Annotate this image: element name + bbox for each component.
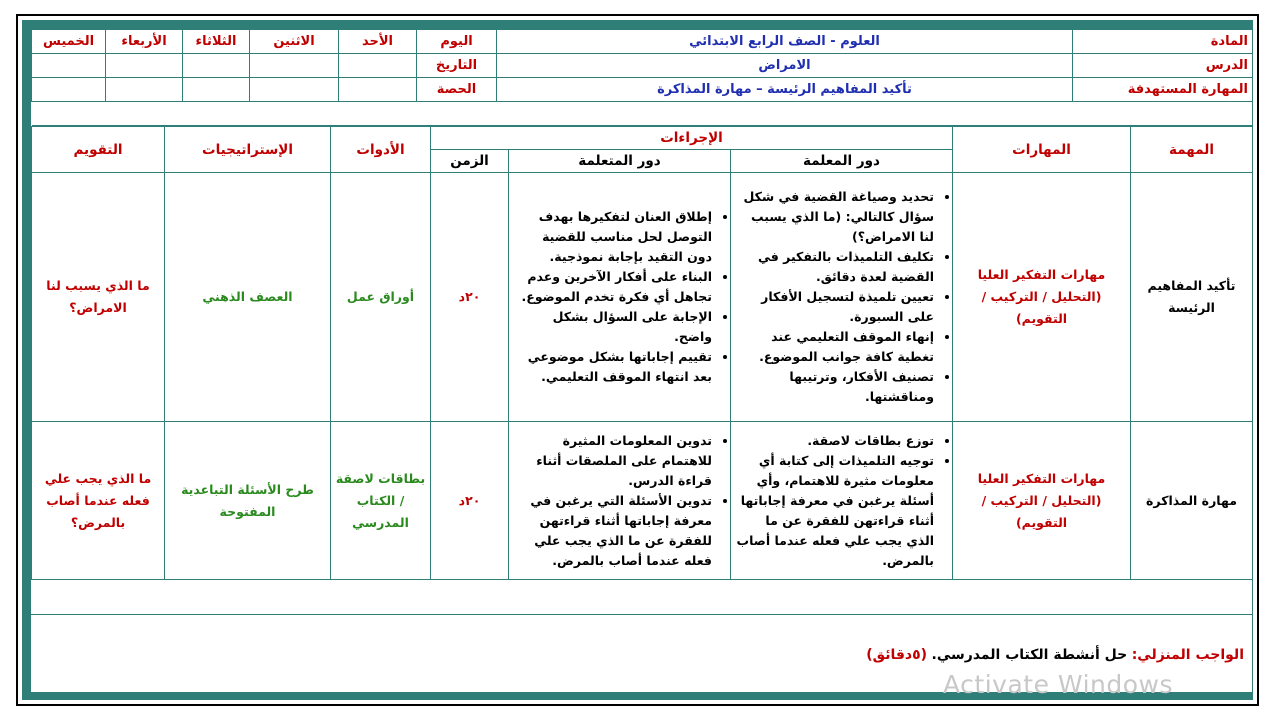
student-role-cell bbox=[509, 422, 731, 580]
period-cell bbox=[250, 78, 339, 102]
evaluation-cell: ما الذي يجب علي فعله عندما أصاب بالمرض؟ bbox=[32, 422, 165, 580]
lesson-plan-sheet bbox=[31, 29, 1252, 692]
lesson-value: الامراض bbox=[497, 54, 1073, 78]
day-wednesday: الأربعاء bbox=[106, 30, 183, 54]
list-item: • تدوين المعلومات المثيرة للاهتمام على الملصقات أثناء قراءة الدرس. bbox=[513, 431, 712, 491]
col-time: الزمن bbox=[431, 150, 509, 173]
list-item: • توجيه التلميذات إلى كتابة أي معلومات مثيرة للاهتمام، وأي أسئلة يرغبن في معرفة إجاباتها أثناء قراءتهن للفقرة عن ما الذي يجب علي فعله عندما أصاب بالمرض. bbox=[735, 451, 934, 571]
homework-value: حل أنشطة الكتاب المدرسي. bbox=[931, 647, 1128, 663]
subject-label: المادة bbox=[1073, 30, 1253, 54]
teacher-role-cell bbox=[731, 422, 953, 580]
time-cell: ٢٠د bbox=[431, 173, 509, 422]
list-item: • الإجابة على السؤال بشكل واضح. bbox=[513, 307, 712, 347]
skills-cell: مهارات التفكير العليا (التحليل / التركيب / التقويم) bbox=[953, 422, 1131, 580]
evaluation-cell: ما الذي يسبب لنا الامراض؟ bbox=[32, 173, 165, 422]
date-cell bbox=[106, 54, 183, 78]
list-item: • تقييم إجاباتها بشكل موضوعي بعد انتهاء الموقف التعليمي. bbox=[513, 347, 712, 387]
strategy-cell: طرح الأسئلة التباعدية المفتوحة bbox=[165, 422, 331, 580]
teacher-role-cell bbox=[731, 173, 953, 422]
col-procedures: الإجراءات bbox=[431, 127, 953, 150]
col-task: المهمة bbox=[1131, 127, 1253, 173]
period-cell bbox=[339, 78, 417, 102]
date-cell bbox=[339, 54, 417, 78]
lesson-label: الدرس bbox=[1073, 54, 1253, 78]
tools-cell: أوراق عمل bbox=[331, 173, 431, 422]
student-role-cell bbox=[509, 173, 731, 422]
homework-label: الواجب المنزلي: bbox=[1131, 647, 1244, 663]
header-table bbox=[31, 29, 1253, 126]
date-label: التاريخ bbox=[417, 54, 497, 78]
homework-line bbox=[866, 647, 1244, 663]
list-item: • إنهاء الموقف التعليمي عند تغطية كافة جوانب الموضوع. bbox=[735, 327, 934, 367]
skills-cell: مهارات التفكير العليا (التحليل / التركيب / التقويم) bbox=[953, 173, 1131, 422]
col-student-role: دور المتعلمة bbox=[509, 150, 731, 173]
time-cell: ٢٠د bbox=[431, 422, 509, 580]
period-cell bbox=[183, 78, 250, 102]
col-skills: المهارات bbox=[953, 127, 1131, 173]
activate-windows-watermark: Activate Windows bbox=[943, 670, 1173, 699]
col-teacher-role: دور المعلمة bbox=[731, 150, 953, 173]
day-label: اليوم bbox=[417, 30, 497, 54]
list-item: • تصنيف الأفكار، وترتيبها ومناقشتها. bbox=[735, 367, 934, 407]
period-cell bbox=[106, 78, 183, 102]
skill-value: تأكيد المفاهيم الرئيسة – مهارة المذاكرة bbox=[497, 78, 1073, 102]
homework-time: (٥دقائق) bbox=[866, 647, 928, 663]
spacer-row bbox=[32, 102, 1253, 126]
task-cell: تأكيد المفاهيم الرئيسة bbox=[1131, 173, 1253, 422]
table-row bbox=[32, 173, 1253, 422]
list-item: • إطلاق العنان لتفكيرها بهدف التوصل لحل مناسب للقضية دون التقيد بإجابة نموذجية. bbox=[513, 207, 712, 267]
subject-value: العلوم - الصف الرابع الابتدائي bbox=[497, 30, 1073, 54]
tools-cell: بطاقات لاصقة / الكتاب المدرسي bbox=[331, 422, 431, 580]
skill-label: المهارة المستهدفة bbox=[1073, 78, 1253, 102]
day-thursday: الخميس bbox=[32, 30, 106, 54]
list-item: • تدوين الأسئلة التي يرغبن في معرفة إجاباتها أثناء قراءتهن للفقرة عن ما الذي يجب علي فعله عندما أصاب بالمرض. bbox=[513, 491, 712, 571]
list-item: • تحديد وصياغة القضية في شكل سؤال كالتالي: (ما الذي يسبب لنا الامراض؟) bbox=[735, 187, 934, 247]
col-evaluation: التقويم bbox=[32, 127, 165, 173]
list-item: • تكليف التلميذات بالتفكير في القضية لعدة دقائق. bbox=[735, 247, 934, 287]
period-cell bbox=[32, 78, 106, 102]
strategy-cell: العصف الذهني bbox=[165, 173, 331, 422]
day-tuesday: الثلاثاء bbox=[183, 30, 250, 54]
date-cell bbox=[183, 54, 250, 78]
task-cell: مهارة المذاكرة bbox=[1131, 422, 1253, 580]
list-item: • توزع بطاقات لاصقة. bbox=[735, 431, 934, 451]
list-item: • البناء على أفكار الآخرين وعدم تجاهل أي فكرة تخدم الموضوع. bbox=[513, 267, 712, 307]
col-tools: الأدوات bbox=[331, 127, 431, 173]
list-item: • تعيين تلميذة لتسجيل الأفكار على السبورة. bbox=[735, 287, 934, 327]
col-strategies: الإستراتيجيات bbox=[165, 127, 331, 173]
table-row bbox=[32, 422, 1253, 580]
day-monday: الاثنين bbox=[250, 30, 339, 54]
date-cell bbox=[250, 54, 339, 78]
date-cell bbox=[32, 54, 106, 78]
procedures-table bbox=[31, 126, 1253, 580]
day-sunday: الأحد bbox=[339, 30, 417, 54]
period-label: الحصة bbox=[417, 78, 497, 102]
